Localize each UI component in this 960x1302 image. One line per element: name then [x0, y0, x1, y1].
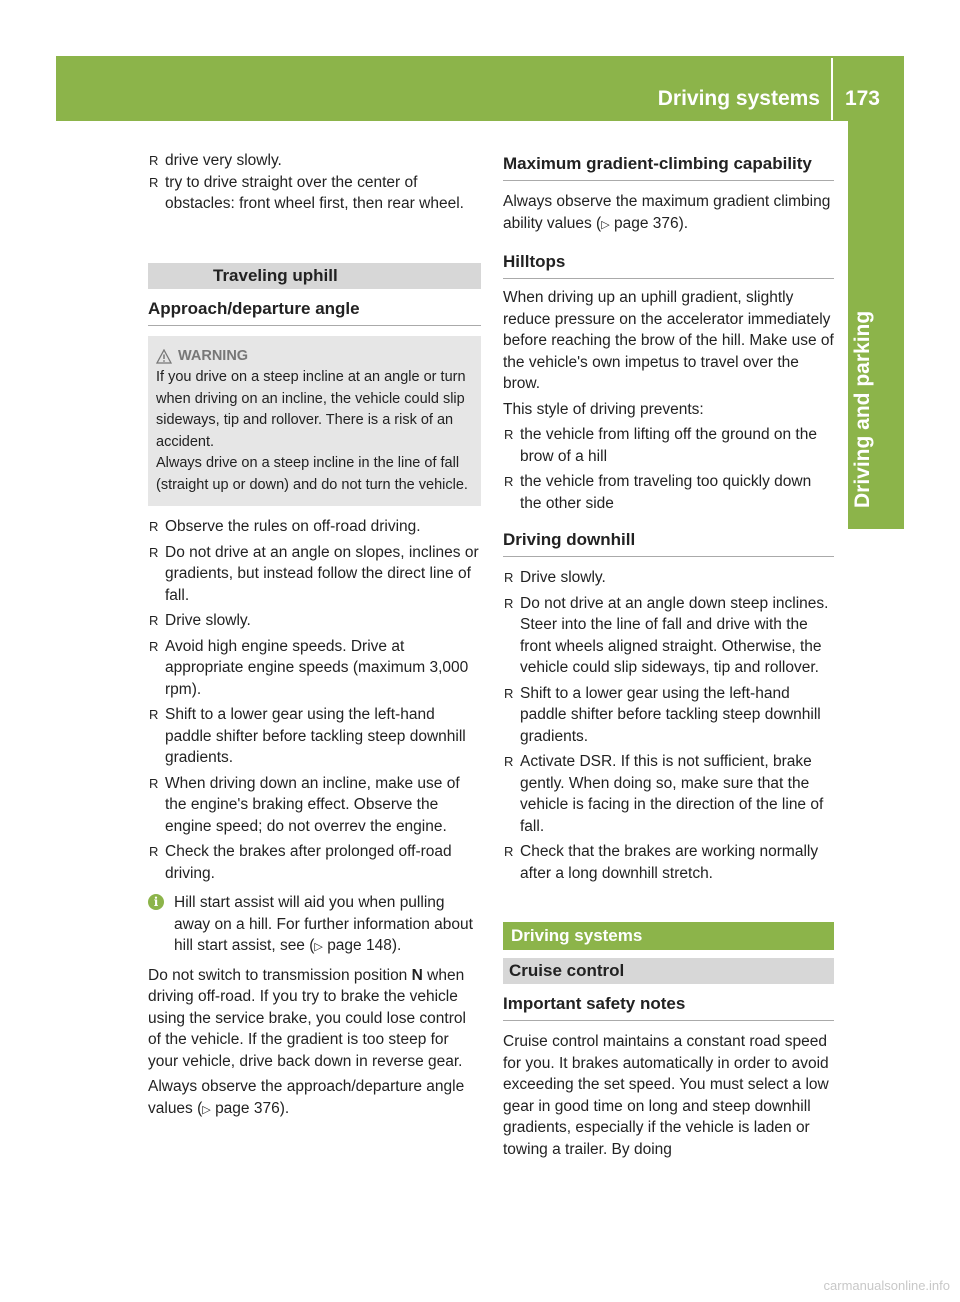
paragraph-text: when driving off-road. If you try to brake the vehicle using the service brake, you could lose control of the vehicle. If the gradient is too steep for your vehicle, drive back down in reverse gear.: [148, 966, 466, 1070]
info-text: Hill start assist will aid you when pulling away on a hill. For further information about hill start assist, see (: [174, 894, 473, 954]
paragraph: [148, 965, 481, 1073]
warning-icon: [156, 349, 172, 364]
uphill-bullet-list: [148, 516, 481, 884]
heading-important-safety-notes: Important safety notes: [503, 992, 834, 1021]
transmission-position: N: [411, 966, 423, 984]
warning-text: If you drive on a steep incline at an angle or turn when driving on an incline, the vehicle could slip sideways, tip and rollover. There is a risk of an accident.: [156, 369, 466, 450]
paragraph-text: Always observe the approach/departure angle values (: [148, 1078, 465, 1117]
warning-box: [148, 336, 481, 507]
list-item: R Do not drive at an angle down steep inclines. Steer into the line of fall and drive with the front wheels aligned straight. Otherwise, the vehicle could slip sideways, tip and rollover.: [503, 593, 834, 679]
warning-title: [156, 346, 473, 368]
left-column: [148, 150, 481, 1121]
page-ref-arrow-icon: ▷: [601, 218, 610, 231]
heading-hilltops: Hilltops: [503, 250, 834, 279]
list-item: R the vehicle from traveling too quickly down the other side: [503, 471, 834, 514]
warning-title-text: WARNING: [178, 347, 249, 364]
top-bullet-list: [148, 150, 481, 215]
heading-driving-downhill: Driving downhill: [503, 528, 834, 557]
right-column: [503, 152, 834, 1160]
paragraph-text: Always observe the maximum gradient climbing ability values (: [503, 193, 831, 232]
page-reference-link[interactable]: page 376).: [614, 214, 689, 232]
chapter-side-tab: [848, 121, 904, 529]
list-item: R Drive slowly.: [148, 610, 481, 632]
section-driving-systems: Driving systems: [503, 922, 834, 950]
paragraph-text: Do not switch to transmission position: [148, 966, 412, 984]
paragraph: When driving up an uphill gradient, slightly reduce pressure on the accelerator immediately before reaching the brow of the hill. Make use of the vehicle's own impetus to travel over the brow.: [503, 289, 834, 392]
list-item: R the vehicle from lifting off the ground on the brow of a hill: [503, 424, 834, 467]
chapter-side-tab-label: Driving and parking: [851, 310, 874, 508]
downhill-bullet-list: [503, 567, 834, 884]
list-item: R When driving down an incline, make use of the engine's braking effect. Observe the engine speed; do not overrev the engine.: [148, 773, 481, 838]
section-cruise-control: Cruise control: [503, 958, 834, 984]
paragraph: [503, 191, 834, 236]
info-note: [148, 892, 481, 959]
list-item: R Shift to a lower gear using the left-hand paddle shifter before tackling steep downhill gradients.: [148, 704, 481, 769]
list-item: R Avoid high engine speeds. Drive at appropriate engine speeds (maximum 3,000 rpm).: [148, 636, 481, 701]
list-item: R drive very slowly.: [148, 150, 481, 172]
header-title: Driving systems: [657, 87, 820, 110]
heading-gradient-climbing: Maximum gradient-climbing capability: [503, 152, 834, 181]
watermark-footer: carmanualsonline.info: [823, 1277, 950, 1293]
heading-approach-departure: Approach/departure angle: [148, 297, 481, 326]
page-reference-link[interactable]: page 376).: [215, 1099, 290, 1117]
info-icon: i: [148, 894, 164, 910]
header-separator: [831, 58, 833, 120]
paragraph: Cruise control maintains a constant road speed for you. It brakes automatically in order to avoid exceeding the set speed. You must select a low gear in good time on long and steep downhill gradients, especially if the vehicle is laden or towing a trailer. By doing: [503, 1033, 829, 1158]
page-ref-arrow-icon: ▷: [202, 1103, 211, 1116]
list-item: R Drive slowly.: [503, 567, 834, 589]
page-header: [56, 56, 904, 121]
page-ref-arrow-icon: ▷: [314, 941, 323, 953]
paragraph: [148, 1076, 481, 1121]
page-number: 173: [844, 87, 880, 110]
paragraph: This style of driving prevents:: [503, 400, 704, 418]
list-item: R Observe the rules on off-road driving.: [148, 516, 481, 538]
list-item: R try to drive straight over the center of obstacles: front wheel first, then rear wheel.: [148, 172, 481, 215]
list-item: R Do not drive at an angle on slopes, inclines or gradients, but instead follow the direct line of fall.: [148, 542, 481, 607]
list-item: R Activate DSR. If this is not sufficient, brake gently. When doing so, make sure that the vehicle is facing in the direction of the line of fall.: [503, 751, 834, 837]
list-item: R Check that the brakes are working normally after a long downhill stretch.: [503, 841, 834, 884]
page-reference-link[interactable]: page 148).: [327, 937, 402, 954]
list-item: R Shift to a lower gear using the left-hand paddle shifter before tackling steep downhill gradients.: [503, 683, 834, 748]
list-item: R Check the brakes after prolonged off-road driving.: [148, 841, 481, 884]
hilltops-bullet-list: [503, 424, 834, 514]
warning-text: Always drive on a steep incline in the line of fall (straight up or down) and do not turn the vehicle.: [156, 455, 468, 493]
section-traveling-uphill: Traveling uphill: [148, 263, 481, 289]
